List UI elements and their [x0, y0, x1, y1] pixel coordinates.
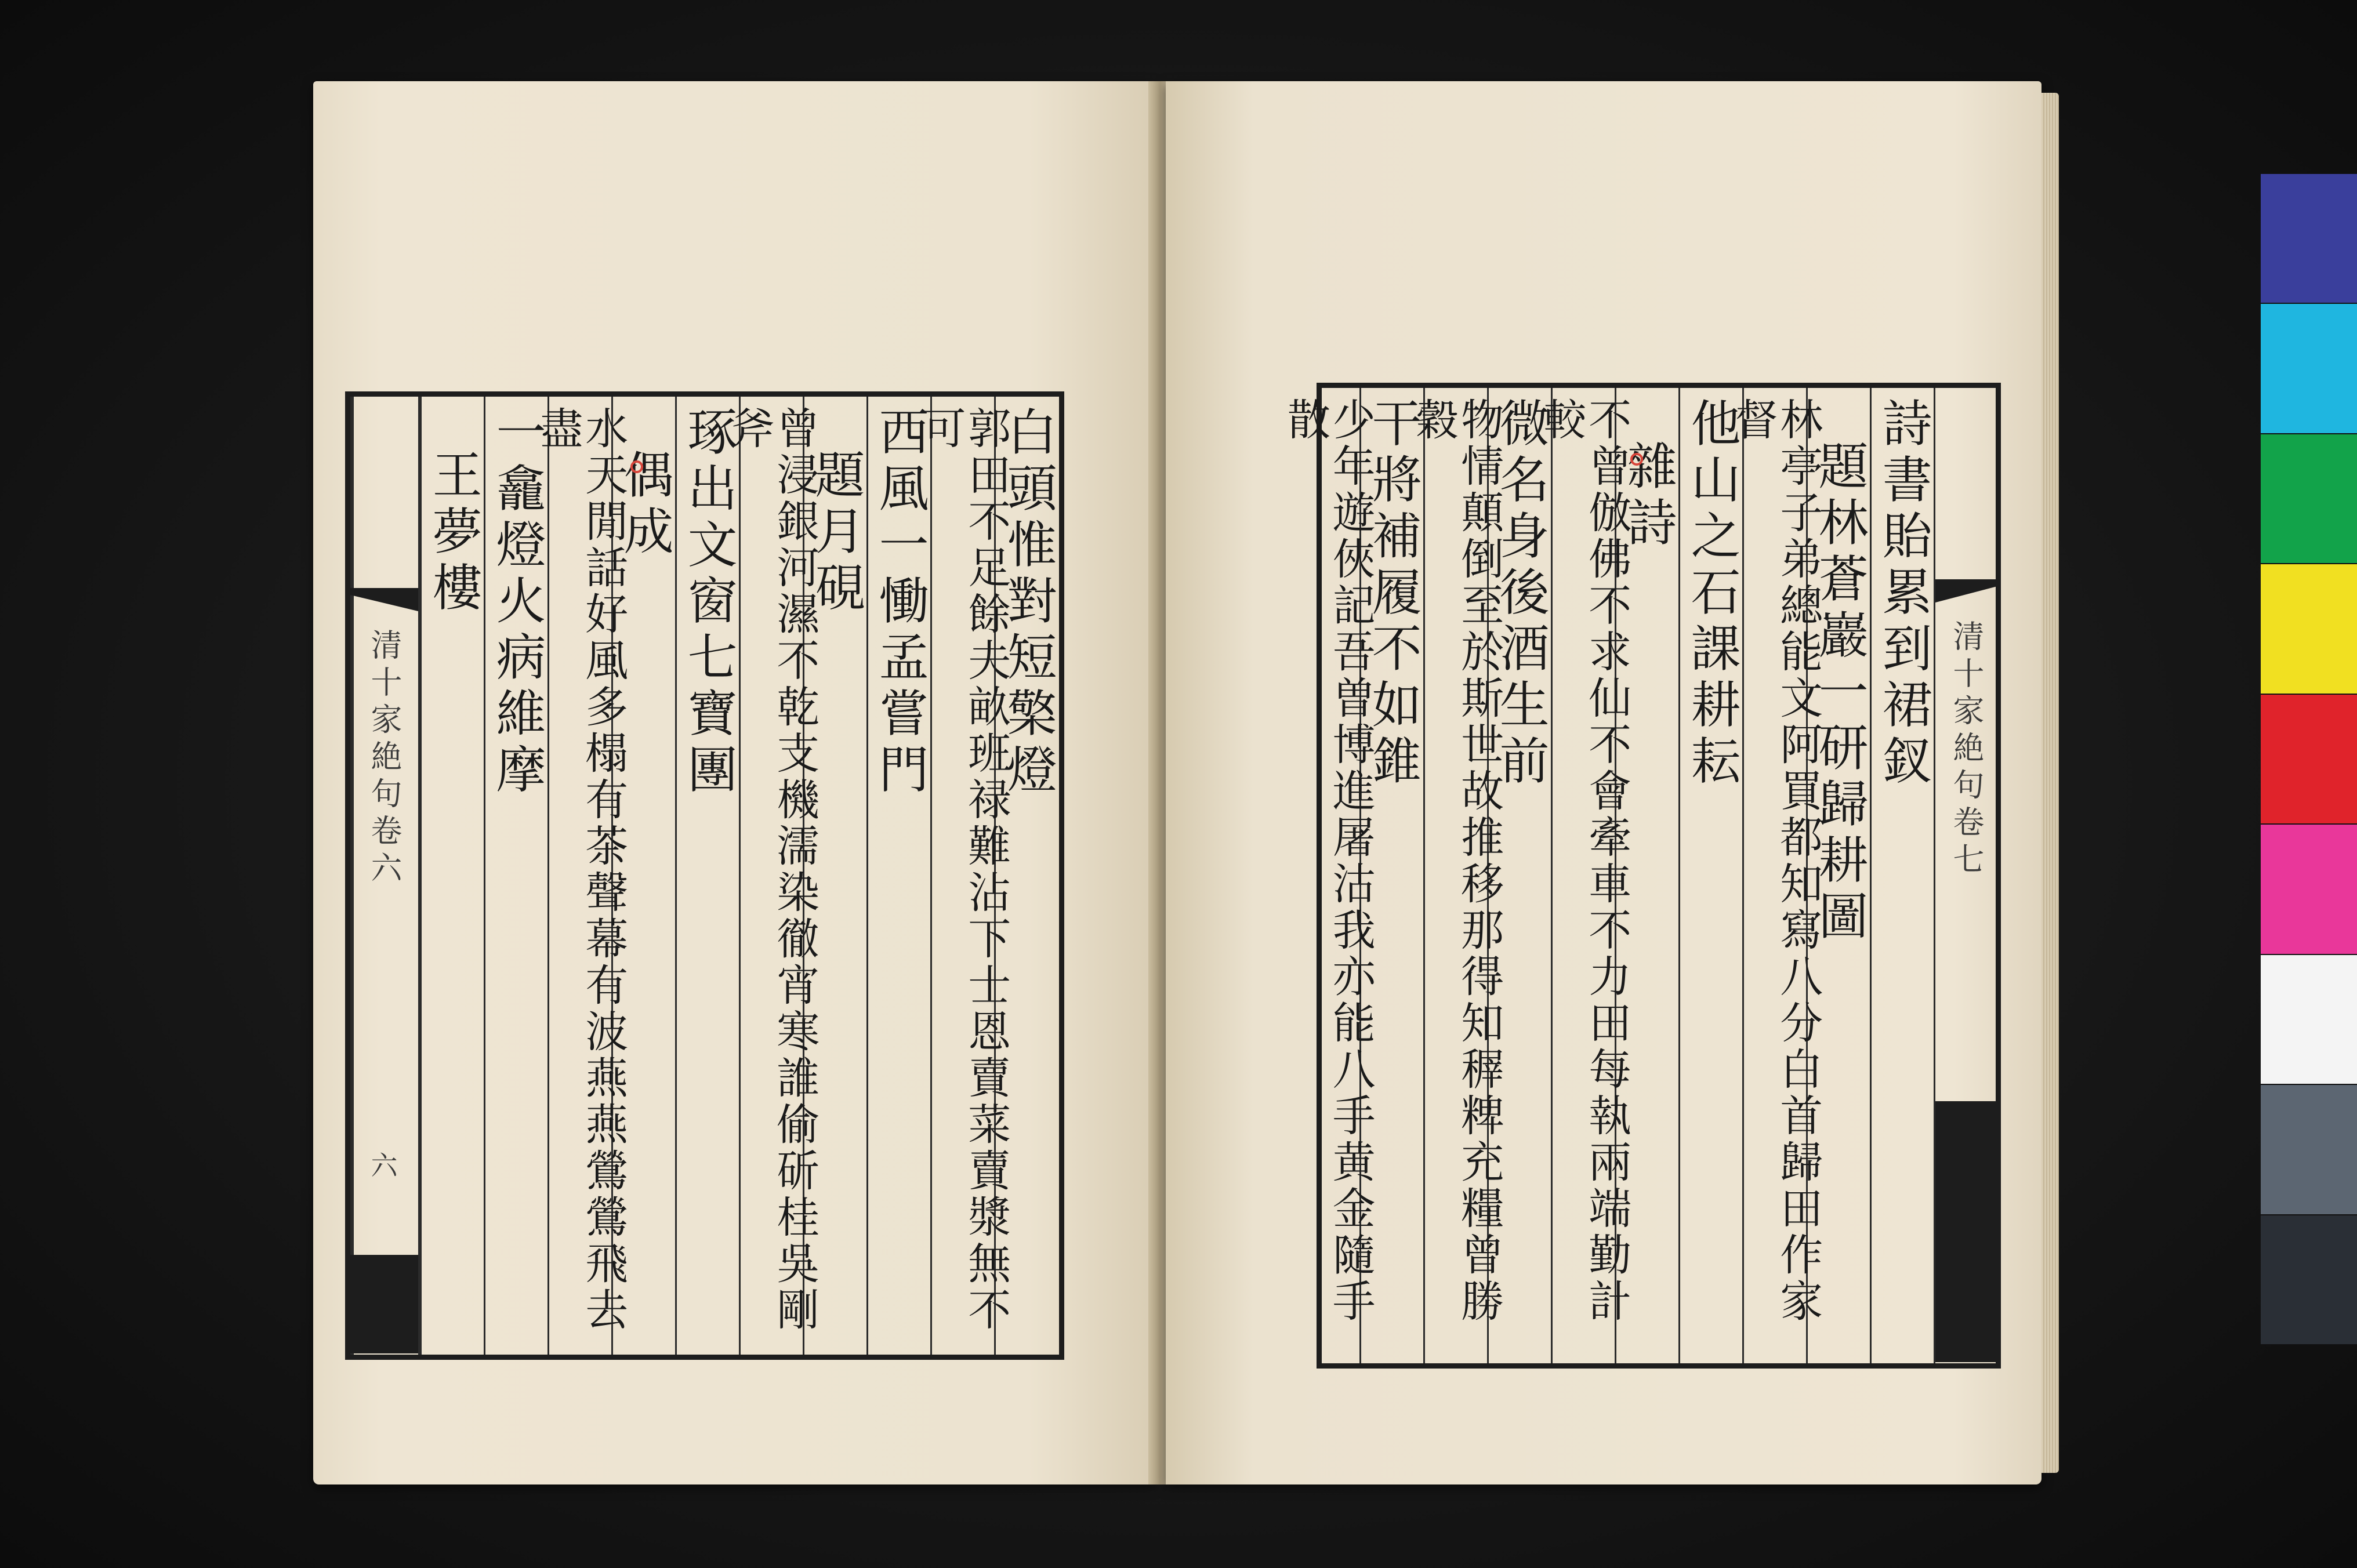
- banxin-lower-block: [350, 1255, 418, 1353]
- color-swatch: [2261, 434, 2357, 564]
- left-column-4-text: 題月硯: [806, 449, 865, 618]
- right-column-1: [1870, 388, 1934, 1363]
- left-column-5-text: 曾浸銀河濕不乾支機濡染徹宵寒誰偷斫桂吳剛斧: [724, 406, 820, 1334]
- red-circle-mark: [1630, 453, 1643, 466]
- fish-tail-upper: [1935, 579, 1997, 602]
- right-banxin: [1934, 388, 1997, 1363]
- color-swatch: [2261, 695, 2357, 825]
- left-column-6-text: 琢出文窗七寶團: [679, 406, 737, 800]
- right-text-frame: [1281, 383, 2001, 1369]
- open-book: [313, 81, 2041, 1484]
- red-circle-mark: [630, 460, 643, 473]
- color-swatch: [2261, 1215, 2357, 1345]
- left-column-7-text: 偶成: [615, 449, 673, 561]
- fish-tail-upper: [350, 588, 418, 611]
- right-column-8: [1409, 388, 1504, 1363]
- right-column-7-text: 微名身後酒生前: [1491, 397, 1549, 791]
- right-column-9-text: 干將補履不如錐: [1363, 397, 1422, 791]
- right-column-4: [1678, 388, 1742, 1363]
- right-column-3: [1728, 388, 1823, 1363]
- right-column-10: [1281, 388, 1376, 1363]
- color-swatch: [2261, 174, 2357, 304]
- banxin-lower-block: [1935, 1101, 1997, 1362]
- color-calibration-strip: [2261, 174, 2357, 1345]
- left-folio-number: 六: [371, 1150, 398, 1181]
- right-column-4-text: 他山之石課耕耘: [1682, 397, 1740, 791]
- left-column-10-text: 王夢樓: [423, 449, 482, 618]
- left-column-3-text: 西風一慟孟嘗門: [870, 406, 929, 800]
- color-swatch: [2261, 955, 2357, 1085]
- right-column-1-text: 詩書貽累到裙釵: [1873, 397, 1932, 791]
- left-column-3: [866, 397, 930, 1355]
- left-banxin: [350, 397, 420, 1355]
- left-text-frame: [345, 391, 1064, 1360]
- left-column-9-text: 一龕燈火病維摩: [487, 406, 546, 800]
- left-column-6: [675, 397, 739, 1355]
- color-swatch: [2261, 304, 2357, 434]
- right-banxin-title: 清十家絶句卷七: [1948, 620, 1985, 880]
- right-column-6: [1536, 388, 1632, 1363]
- left-column-10: [420, 397, 484, 1355]
- left-page: [313, 81, 1154, 1484]
- right-column-2-text: 題林蒼巖一研歸耕圖: [1810, 440, 1868, 946]
- page-edge-stack: [2041, 93, 2059, 1473]
- left-column-8: [533, 397, 629, 1355]
- right-column-6-text: 不曾倣佛不求仙不會牽車不力田每執兩端勤計較: [1536, 397, 1632, 1325]
- left-column-5: [724, 397, 820, 1355]
- right-page: [1166, 81, 2041, 1484]
- left-column-2: [916, 397, 1011, 1355]
- color-swatch: [2261, 1085, 2357, 1215]
- left-banxin-title: 清十家絶句卷六: [366, 629, 402, 888]
- right-column-10-text: 少年遊俠記吾曽博進屠沽我亦能八手黄金隨手散: [1281, 397, 1376, 1325]
- color-swatch: [2261, 564, 2357, 694]
- color-swatch: [2261, 825, 2357, 954]
- left-column-1-text: 白頭惟對短檠燈: [998, 406, 1057, 800]
- left-column-9: [484, 397, 547, 1355]
- left-column-8-text: 水天閒話好風多榻有茶聲幕有波燕燕鶯鶯飛去盡: [533, 406, 629, 1334]
- right-column-5-text: 雜詩: [1618, 440, 1677, 553]
- right-column-3-text: 林亭子弟總能文阿買都知寫八分白首歸田作家督: [1728, 397, 1823, 1325]
- left-column-2-text: 郭田不足餘夫畝班禄難沾下士恩賣菜賣漿無不可: [916, 406, 1011, 1334]
- right-column-8-text: 物情顛倒至於斯世故推移那得知稺粺充糧曾勝穀: [1409, 397, 1504, 1325]
